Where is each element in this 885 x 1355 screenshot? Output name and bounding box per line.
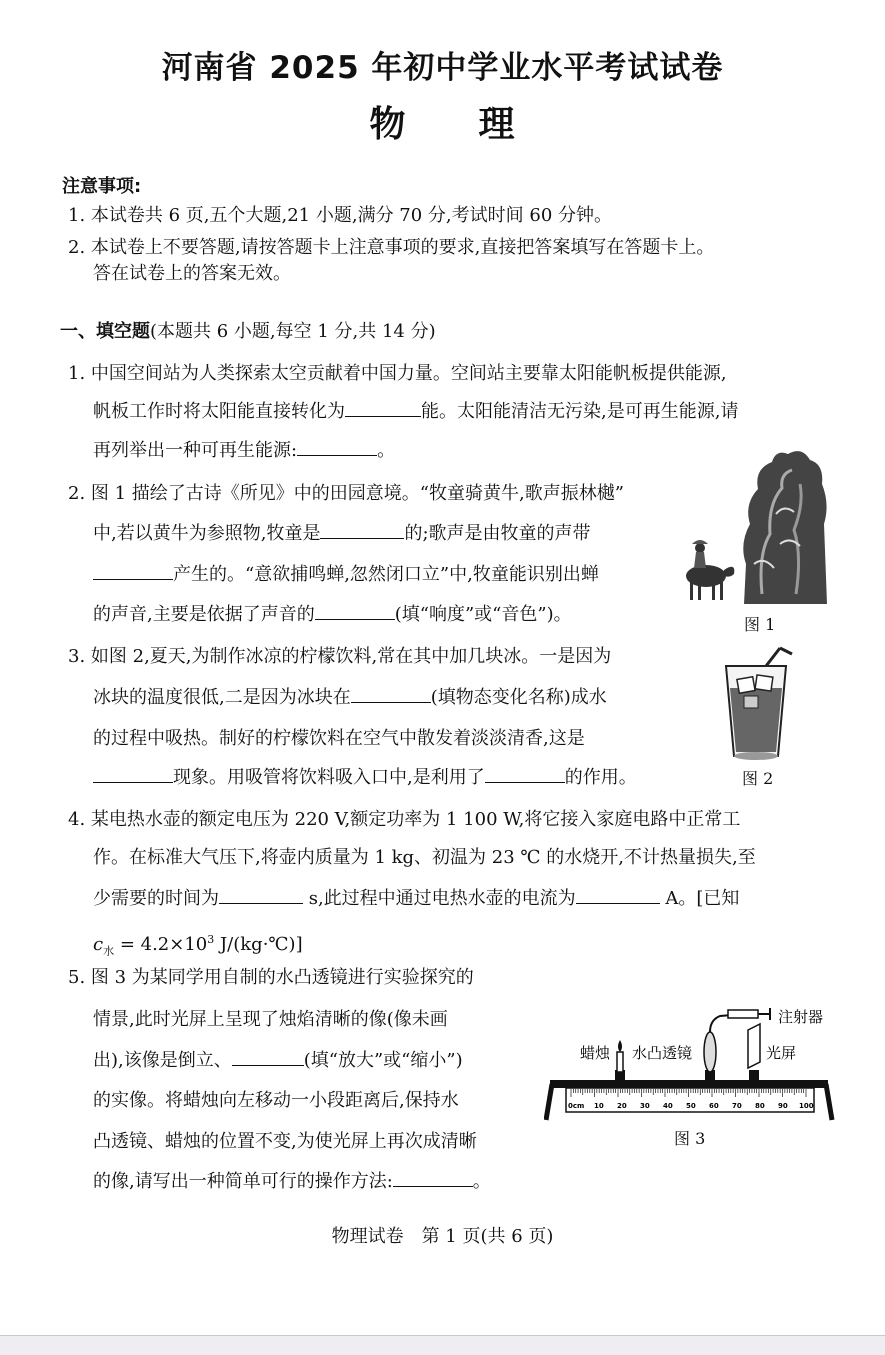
answer-blank	[576, 887, 660, 904]
q3-line-1: 3. 如图 2,夏天,为制作冰凉的柠檬饮料,常在其中加几块冰。一是因为	[68, 646, 612, 667]
scale-tick-label: 10	[594, 1102, 604, 1110]
q3-text-d: 的作用。	[564, 767, 637, 788]
q5-line-4: 的实像。将蜡烛向左移动一小段距离后,保持水	[93, 1090, 459, 1111]
scale-tick-label: 90	[778, 1102, 788, 1110]
figure-3-caption: 图 3	[674, 1129, 706, 1148]
answer-blank	[297, 439, 377, 456]
q4-text-a: 少需要的时间为	[93, 888, 219, 909]
q2-line-1: 2. 图 1 描绘了古诗《所见》中的田园意境。“牧童骑黄牛,歌声振林樾”	[68, 483, 624, 504]
q2-text-d: 的声音,主要是依据了声音的	[93, 604, 315, 625]
q5-line-2: 情景,此时光屏上呈现了烛焰清晰的像(像未画	[93, 1009, 448, 1030]
answer-blank	[393, 1170, 473, 1187]
light-screen-icon	[748, 1024, 760, 1082]
q1-text-a: 帆板工作时将太阳能直接转化为	[93, 401, 345, 422]
q2-text-c: 产生的。“意欲捕鸣蝉,忽然闭口立”中,牧童能识别出蝉	[173, 564, 599, 585]
q1-text-c: 再列举出一种可再生能源:	[93, 440, 298, 461]
answer-blank	[93, 766, 173, 783]
q1-text-d: 。	[377, 440, 396, 461]
q2-line-3	[93, 563, 599, 587]
screen-label: 光屏	[766, 1044, 797, 1062]
q2-text-e: (填“响度”或“音色”)。	[394, 604, 572, 625]
q1-text-b: 能。太阳能清洁无污染,是可再生能源,请	[421, 401, 739, 422]
exam-title: 河南省 2025 年初中学业水平考试试卷	[161, 50, 724, 86]
water-lens-icon	[704, 1014, 744, 1082]
scale-tick-label: 40	[663, 1102, 673, 1110]
q4-text-b: s,此过程中通过电热水壶的电流为	[303, 888, 576, 909]
answer-blank	[320, 522, 404, 539]
q3-text-a: 冰块的温度很低,二是因为冰块在	[93, 687, 351, 708]
lens-label: 水凸透镜	[632, 1044, 693, 1062]
candle-label: 蜡烛	[580, 1044, 611, 1062]
q3-line-2	[93, 686, 607, 710]
q5-text-b: (填“放大”或“缩小”)	[303, 1050, 463, 1071]
syringe-label: 注射器	[778, 1008, 824, 1026]
answer-blank	[485, 766, 565, 783]
scale-tick-label: 50	[686, 1102, 696, 1110]
formula-symbol: c	[93, 934, 104, 955]
q4-text-c: A。[已知	[659, 888, 740, 909]
subject-char-1: 物	[369, 104, 407, 145]
q3-text-c: 现象。用吸管将饮料吸入口中,是利用了	[173, 767, 485, 788]
figure-2-caption: 图 2	[742, 769, 774, 788]
q1-line-2	[93, 400, 738, 424]
formula-subscript: 水	[103, 944, 115, 958]
scale-tick-label: 20	[617, 1102, 627, 1110]
q5-line-6	[93, 1170, 491, 1194]
notice-item-2-cont: 答在试卷上的答案无效。	[93, 263, 291, 284]
q5-line-3	[93, 1049, 463, 1073]
candle-icon	[615, 1040, 625, 1082]
q1-line-3	[93, 439, 395, 463]
q1-line-1: 1. 中国空间站为人类探索太空贡献着中国力量。空间站主要靠太阳能帆板提供能源,	[68, 363, 727, 384]
q3-line-3: 的过程中吸热。制好的柠檬饮料在空气中散发着淡淡清香,这是	[93, 728, 585, 749]
q4-line-1: 4. 某电热水壶的额定电压为 220 V,额定功率为 1 100 W,将它接入家庭电路中正常工	[68, 809, 741, 830]
q4-line-3	[93, 887, 739, 911]
q4-line-2: 作。在标准大气压下,将壶内质量为 1 kg、初温为 23 ℃ 的水烧开,不计热量损失,至	[93, 847, 756, 868]
answer-blank	[219, 887, 303, 904]
q5-text-c: 的像,请写出一种简单可行的操作方法:	[93, 1171, 393, 1192]
answer-blank	[345, 400, 421, 417]
scale-tick-label: 0cm	[568, 1102, 585, 1110]
q2-line-4	[93, 603, 572, 627]
answer-blank	[351, 686, 431, 703]
answer-blank	[315, 603, 395, 620]
q5-text-a: 出),该像是倒立、	[93, 1050, 232, 1071]
syringe-icon	[728, 1008, 770, 1020]
notice-item-2: 2. 本试卷上不要答题,请按答题卡上注意事项的要求,直接把答案填写在答题卡上。	[68, 237, 715, 258]
q5-line-5: 凸透镜、蜡烛的位置不变,为使光屏上再次成清晰	[93, 1131, 477, 1152]
formula-value: = 4.2×10	[114, 934, 208, 955]
figure-3-illustration	[544, 1000, 844, 1124]
section-title: 一、填空题	[60, 321, 150, 342]
notice-heading: 注意事项:	[62, 176, 142, 197]
figure-2-illustration	[722, 644, 794, 762]
formula-exponent: 3	[207, 933, 215, 946]
answer-blank	[93, 563, 173, 580]
scale-tick-label: 70	[732, 1102, 742, 1110]
notice-item-1: 1. 本试卷共 6 页,五个大题,21 小题,满分 70 分,考试时间 60 分钟。	[68, 205, 612, 226]
section-note: (本题共 6 小题,每空 1 分,共 14 分)	[150, 321, 436, 342]
page-footer: 物理试卷 第 1 页(共 6 页)	[331, 1226, 554, 1247]
formula-unit: J/(kg·℃)]	[214, 934, 303, 955]
q5-text-d: 。	[472, 1171, 491, 1192]
q3-line-4	[93, 766, 637, 790]
figure-1-caption: 图 1	[744, 615, 776, 634]
scale-tick-label: 30	[640, 1102, 650, 1110]
answer-blank	[232, 1049, 304, 1066]
q2-text-b: 的;歌声是由牧童的声带	[404, 523, 591, 544]
q3-text-b: (填物态变化名称)成水	[430, 687, 607, 708]
figure-1-illustration	[684, 444, 832, 608]
subject-title	[0, 96, 885, 147]
scale-tick-label: 60	[709, 1102, 719, 1110]
section-heading	[60, 320, 436, 344]
scale-tick-label: 100	[799, 1102, 814, 1110]
q4-formula	[93, 928, 303, 964]
q2-text-a: 中,若以黄牛为参照物,牧童是	[93, 523, 321, 544]
scale-tick-label: 80	[755, 1102, 765, 1110]
q2-line-2	[93, 522, 591, 546]
subject-char-2: 理	[478, 104, 516, 145]
q5-line-1: 5. 图 3 为某同学用自制的水凸透镜进行实验探究的	[68, 967, 474, 988]
viewer-bottom-bar	[0, 1335, 885, 1355]
